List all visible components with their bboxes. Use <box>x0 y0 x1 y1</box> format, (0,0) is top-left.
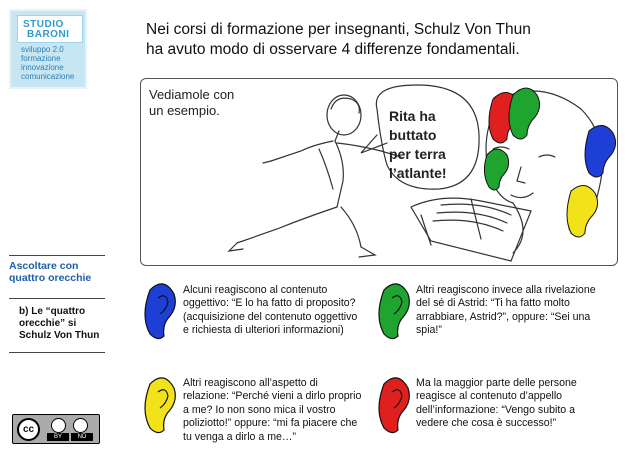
nd-label: ND <box>71 433 93 441</box>
item-appeal-text: Ma la maggior parte delle persone reagisce al contenuto d’appello dell’informazione: “Vengo subito a vedere che cosa è successo!” <box>416 377 577 430</box>
sidebar-divider-bottom <box>9 352 105 353</box>
item-relationship-text: Altri reagiscono all’aspetto di relazione: “Perché vieni a dirlo proprio a me? Io non sono mica il vostro poliziotto!” oppure: “mi fa piacere che tu venga a dirlo a me…” <box>183 377 362 443</box>
title-line-2: ha avuto modo di osservare 4 differenze fondamentali. <box>146 41 520 58</box>
logo-line2: BARONI <box>27 29 70 40</box>
sidebar-divider-top <box>9 255 105 256</box>
creative-commons-badge[interactable] <box>12 414 100 444</box>
logo-taglines: sviluppo 2.0 formazione innovazione comunicazione <box>21 45 75 81</box>
attribution-icon <box>51 418 66 433</box>
by-label: BY <box>47 433 69 441</box>
logo-line1: STUDIO <box>23 19 64 30</box>
example-caption: Vediamole con un esempio. <box>149 87 235 118</box>
studio-baroni-logo <box>9 9 87 89</box>
sidebar-title: Ascoltare con quattro orecchie <box>9 260 92 284</box>
yellow-ear-icon <box>144 376 176 434</box>
illustration-panel <box>140 78 618 266</box>
sidebar-divider-mid <box>9 298 105 299</box>
title-line-1: Nei corsi di formazione per insegnanti, Schulz Von Thun <box>146 21 531 38</box>
page-title <box>146 20 616 60</box>
speech-bubble-text: Rita ha buttato per terra l’atlante! <box>389 108 447 181</box>
green-ear-icon <box>378 282 410 340</box>
blue-ear-icon <box>144 282 176 340</box>
sidebar-subtitle: b) Le “quattro orecchie” si Schulz Von Thun <box>19 306 100 341</box>
no-derivatives-icon <box>73 418 88 433</box>
item-self-revelation-text: Altri reagiscono invece alla rivelazione del sé di Astrid: “Ti ha fatto molto arrabbiare, Astrid?”, oppure: “Sei una spia!” <box>416 284 596 337</box>
item-content-text: Alcuni reagiscono al contenuto oggettivo: “E lo ha fatto di proposito? (acquisizione del contenuto oggettivo e richiesta di ulteriori informazioni) <box>183 284 358 337</box>
red-ear-icon <box>378 376 410 434</box>
cc-icon: cc <box>17 418 40 441</box>
